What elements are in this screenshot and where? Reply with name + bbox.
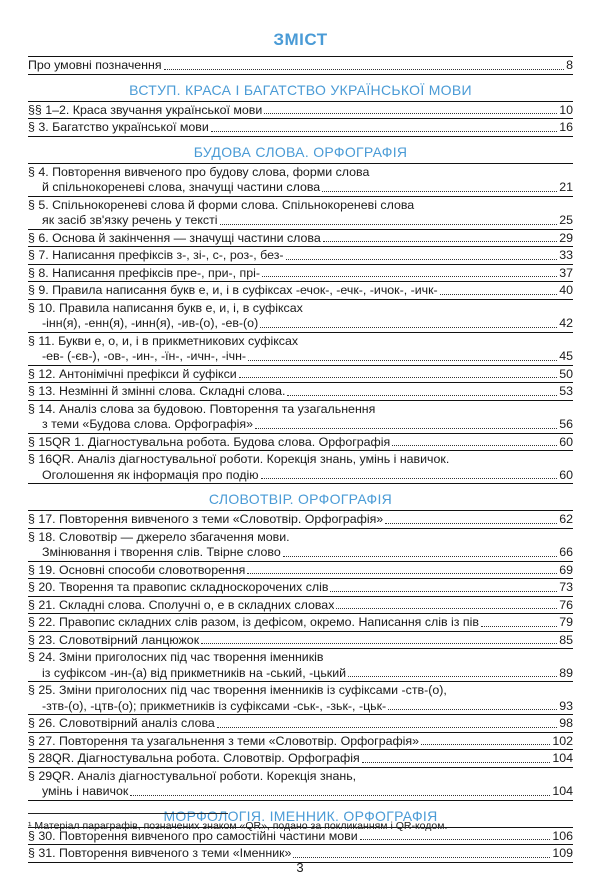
entry-page: 8 <box>566 58 573 72</box>
entry-page: 56 <box>559 417 573 431</box>
entry-title: § 29QR. Аналіз діагностувальної роботи. Корекція знань, <box>28 768 357 783</box>
footnote-divider <box>28 813 228 814</box>
entry-page: 79 <box>559 615 573 629</box>
entry-last-line <box>28 468 573 484</box>
toc-entry <box>28 510 573 528</box>
toc-entry <box>28 433 573 451</box>
entry-title: § 28QR. Діагностувальна робота. Словотвір. Орфографія <box>28 751 360 765</box>
toc-entry <box>28 264 573 282</box>
entry-page: 66 <box>559 545 573 559</box>
entry-title: §§ 1–2. Краса звучання української мови <box>28 102 263 117</box>
entry-page: 40 <box>559 283 573 297</box>
entry-title: § 11. Букви е, о, и, і в прикметникових суфіксах <box>28 333 299 348</box>
entry-title: § 27. Повторення та узагальнення з теми «Словотвір. Орфографія» <box>28 733 420 748</box>
entry-title: § 24. Зміни приголосних під час творення іменників <box>28 650 324 664</box>
dot-leader <box>322 191 557 192</box>
toc-entry <box>28 648 573 681</box>
entry-page: 73 <box>559 580 573 594</box>
toc-entry <box>28 732 573 750</box>
dot-leader <box>201 643 557 644</box>
entry-last-line <box>28 180 573 196</box>
dot-leader <box>255 428 557 429</box>
dot-leader <box>217 727 557 728</box>
dot-leader <box>261 478 558 479</box>
entry-page: 50 <box>559 366 573 381</box>
section-heading: БУДОВА СЛОВА. ОРФОГРАФІЯ <box>193 143 408 160</box>
entry-page: 89 <box>559 665 573 680</box>
entry-title-cont: -інн(я), -енн(я), -инн(я), -ив-(о), -ев-(о) <box>42 316 259 330</box>
entry-page: 76 <box>559 597 573 612</box>
entry-title: § 14. Аналіз слова за будовою. Повторення та узагальнення <box>28 401 376 416</box>
entry-title: § 5. Спільнокореневі слова й форми слова. Спільнокореневі слова <box>28 197 415 212</box>
entry-title-cont: з теми «Будова слова. Орфографія» <box>42 417 254 431</box>
entry-last-line <box>28 699 573 715</box>
entry-title-cont: умінь і навичок <box>42 784 129 798</box>
dot-leader <box>336 608 557 609</box>
entry-last-line <box>28 784 573 800</box>
toc-entry <box>28 400 573 433</box>
entry-last-line <box>28 349 573 365</box>
entry-page: 104 <box>552 751 573 765</box>
entry-page: 109 <box>552 846 573 860</box>
entry-page: 60 <box>559 467 573 482</box>
dot-leader <box>330 591 557 592</box>
toc-page <box>28 30 573 863</box>
section-heading: МОРФОЛОГІЯ. ІМЕННИК. ОРФОГРАФІЯ <box>163 807 438 824</box>
entry-title: § 13. Незмінні й змінні слова. Складні слова. <box>28 384 286 398</box>
toc-entry <box>28 749 573 767</box>
dot-leader <box>248 360 557 361</box>
dot-leader <box>421 744 550 745</box>
entry-title-cont: із суфіксом -ин-(а) від прикметників на -ський, -цький <box>42 665 347 680</box>
dot-leader <box>239 377 558 378</box>
entry-title: § 19. Основні способи словотворення <box>28 562 246 577</box>
entry-page: 33 <box>559 248 573 262</box>
entry-page: 62 <box>559 512 573 526</box>
entry-title: § 4. Повторення вивченого про будову слова, форми слова <box>28 164 370 179</box>
entry-page: 106 <box>552 828 573 843</box>
divider <box>28 800 573 801</box>
entry-page: 16 <box>559 120 573 134</box>
toc-entry <box>28 196 573 229</box>
page-number: 3 <box>296 860 304 875</box>
entry-title: § 20. Творення та правопис складноскорочених слів <box>28 580 329 594</box>
divider <box>28 136 573 137</box>
dot-leader <box>130 795 550 796</box>
dot-leader <box>260 327 557 328</box>
entry-page: 104 <box>552 784 573 798</box>
toc-entry <box>28 299 573 332</box>
entry-title: § 10. Правила написання букв е, и, і, в суфіксах <box>28 300 303 315</box>
entry-title-cont: -зтв-(о), -цтв-(о); прикметників із суфіксами -ськ-, -зьк-, -цьк- <box>42 698 387 713</box>
dot-leader <box>348 676 557 677</box>
entry-last-line <box>28 666 573 682</box>
toc-entry <box>28 163 573 196</box>
entry-title: § 25. Зміни приголосних під час творення іменників із суфіксами -ств-(о), <box>28 683 447 697</box>
dot-leader <box>211 131 557 132</box>
entry-title: Про умовні позначення <box>28 58 162 72</box>
entry-page: 85 <box>559 632 573 647</box>
entry-page: 37 <box>559 265 573 280</box>
entry-page: 21 <box>559 180 573 194</box>
toc-entry <box>28 528 573 561</box>
entry-page: 98 <box>559 716 573 730</box>
entry-page: 45 <box>559 349 573 363</box>
toc-entry <box>28 365 573 383</box>
dot-leader <box>164 69 565 70</box>
toc-entry <box>28 631 573 649</box>
entry-title: § 12. Антонімічні префікси й суфікси <box>28 366 237 381</box>
entry-page: 10 <box>559 102 573 117</box>
entry-title: § 30. Повторення вивченого про самостійні частини мови <box>28 828 358 843</box>
entry-page: 60 <box>559 434 573 449</box>
section-heading: ВСТУП. КРАСА І БАГАТСТВО УКРАЇНСЬКОЇ МОВИ <box>129 81 472 98</box>
dot-leader <box>264 113 557 114</box>
dot-leader <box>392 445 557 446</box>
section-heading: СЛОВОТВІР. ОРФОГРАФІЯ <box>208 491 393 507</box>
toc-entry <box>28 382 573 400</box>
entry-page: 69 <box>559 562 573 577</box>
entry-title-cont: як засіб зв'язку речень у тексті <box>42 213 218 227</box>
divider <box>28 74 573 75</box>
entry-page: 29 <box>559 230 573 245</box>
entry-title: § 22. Правопис складних слів разом, із дефісом, окремо. Написання слів із пів <box>28 615 479 629</box>
dot-leader <box>262 276 557 277</box>
toc-entry <box>28 613 573 631</box>
toc-entry <box>28 450 573 483</box>
dot-leader <box>293 857 550 858</box>
entry-page: 53 <box>559 384 573 398</box>
toc-entry <box>28 332 573 365</box>
entry-page: 25 <box>559 213 573 227</box>
toc-entry <box>28 246 573 264</box>
toc-entry <box>28 101 573 119</box>
toc-entry <box>28 229 573 247</box>
toc-entry <box>28 578 573 596</box>
entry-title: § 3. Багатство української мови <box>28 120 209 134</box>
entry-page: 42 <box>559 316 573 330</box>
entry-title: § 31. Повторення вивченого з теми «Іменник» <box>28 846 292 860</box>
dot-leader <box>287 395 557 396</box>
dot-leader <box>323 241 557 242</box>
dot-leader <box>362 762 551 763</box>
dot-leader <box>283 556 557 557</box>
entry-last-line <box>28 316 573 332</box>
entry-title: § 16QR. Аналіз діагностувальної роботи. Корекція знань, умінь і навичок. <box>28 452 450 466</box>
entry-title: § 6. Основа й закінчення — значущі частини слова <box>28 230 321 245</box>
entry-last-line <box>28 545 573 561</box>
toc-entry <box>28 681 573 714</box>
dot-leader <box>286 259 558 260</box>
toc-title: ЗМІСТ <box>273 30 328 49</box>
entry-last-line <box>28 417 573 433</box>
entry-title: § 23. Словотвірний ланцюжок <box>28 632 200 647</box>
entry-title: § 18. Словотвір — джерело збагачення мови. <box>28 529 290 544</box>
dot-leader <box>247 573 557 574</box>
toc-entry <box>28 56 573 74</box>
toc-entry <box>28 844 573 862</box>
dot-leader <box>220 224 558 225</box>
entry-page: 102 <box>552 733 573 748</box>
dot-leader <box>481 626 557 627</box>
entry-title: § 8. Написання префіксів пре-, при-, прі- <box>28 265 260 280</box>
toc-list <box>28 56 573 863</box>
entry-title: § 9. Правила написання букв е, и, і в суфіксах -ечок-, -ечк-, -ичок-, -ичк- <box>28 283 438 297</box>
entry-title-cont: -ев- (-єв-), -ов-, -ин-, -їн-, -ичн-, -ічн- <box>42 349 247 363</box>
entry-title-cont: Змінювання і творення слів. Твірне слово <box>42 545 281 559</box>
dot-leader <box>440 294 558 295</box>
entry-last-line <box>28 213 573 229</box>
dot-leader <box>360 839 551 840</box>
entry-title: § 7. Написання префіксів з-, зі-, с-, роз-, без- <box>28 248 284 262</box>
entry-title: § 15QR 1. Діагностувальна робота. Будова слова. Орфографія <box>28 434 391 449</box>
toc-entry <box>28 596 573 614</box>
toc-entry <box>28 561 573 579</box>
footnote: ¹ Матеріал параграфів, позначених знаком «QR», подано за покликанням і QR-кодом. <box>28 820 448 832</box>
divider <box>28 483 573 484</box>
toc-entry <box>28 767 573 800</box>
dot-leader <box>385 523 557 524</box>
entry-title: § 26. Словотвірний аналіз слова <box>28 716 215 730</box>
toc-entry <box>28 714 573 732</box>
entry-title: § 17. Повторення вивченого з теми «Словотвір. Орфографія» <box>28 512 384 526</box>
toc-entry <box>28 281 573 299</box>
entry-page: 93 <box>559 698 573 713</box>
toc-entry <box>28 118 573 136</box>
dot-leader <box>388 709 557 710</box>
entry-title-cont: й спільнокореневі слова, значущі частини слова <box>42 180 321 194</box>
entry-title-cont: Оголошення як інформація про подію <box>42 467 259 482</box>
entry-title: § 21. Складні слова. Сполучні о, е в складних словах <box>28 597 335 612</box>
